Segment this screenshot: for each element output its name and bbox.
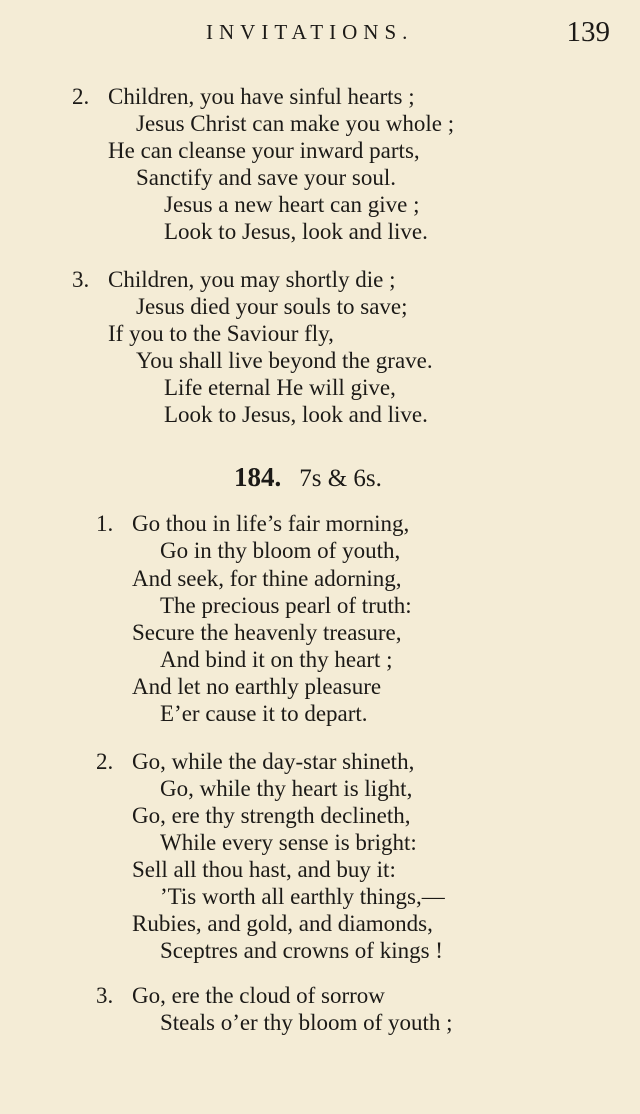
stanza-number: 2. [72,84,90,109]
verse-line: And bind it on thy heart ; [160,647,393,672]
verse-line: And let no earthly pleasure [132,674,382,699]
verse-line: Rubies, and gold, and diamonds, [132,911,433,936]
verse-line: Look to Jesus, look and live. [164,219,428,244]
verse-line: The precious pearl of truth: [160,593,412,618]
verse-line: Jesus died your souls to save; [136,294,408,319]
running-title: INVITATIONS. [206,20,414,44]
verse-line: Go, while the day-star shineth, [132,749,415,774]
verse-line: ’Tis worth all earthly things,— [160,884,445,909]
stanza-number: 2. [96,749,114,774]
verse-line: Jesus Christ can make you whole ; [136,111,455,136]
verse-line: Life eternal He will give, [164,375,396,400]
hymn-number: 184. [234,462,282,492]
verse-line: Go thou in life’s fair morning, [132,511,410,536]
verse-line: Jesus a new heart can give ; [164,192,420,217]
verse-line: Go, ere the cloud of sorrow [132,983,385,1008]
verse-line: Go in thy bloom of youth, [160,538,401,563]
verse-line: Go, ere thy strength declineth, [132,803,411,828]
stanza-number: 1. [96,511,114,536]
verse-line: Look to Jesus, look and live. [164,402,428,427]
verse-line: If you to the Saviour fly, [108,321,334,346]
verse-line: Sceptres and crowns of kings ! [160,938,443,963]
verse-line: Steals o’er thy bloom of youth ; [160,1010,453,1035]
verse-line: And seek, for thine adorning, [132,566,402,591]
verse-line: While every sense is bright: [160,830,417,855]
verse-line: Sell all thou hast, and buy it: [132,857,396,882]
verse-line: Go, while thy heart is light, [160,776,413,801]
verse-line: Children, you may shortly die ; [108,267,396,292]
stanza-number: 3. [72,267,90,292]
verse-line: Secure the heavenly treasure, [132,620,402,645]
verse-line: He can cleanse your inward parts, [108,138,420,163]
verse-line: You shall live beyond the grave. [136,348,433,373]
hymn-heading [234,462,382,493]
verse-line: Sanctify and save your soul. [136,165,396,190]
verse-line: Children, you have sinful hearts ; [108,84,415,109]
stanza-number: 3. [96,983,114,1008]
hymn-meter: 7s & 6s. [299,465,382,492]
page-number: 139 [566,16,610,48]
verse-line: E’er cause it to depart. [160,701,368,726]
